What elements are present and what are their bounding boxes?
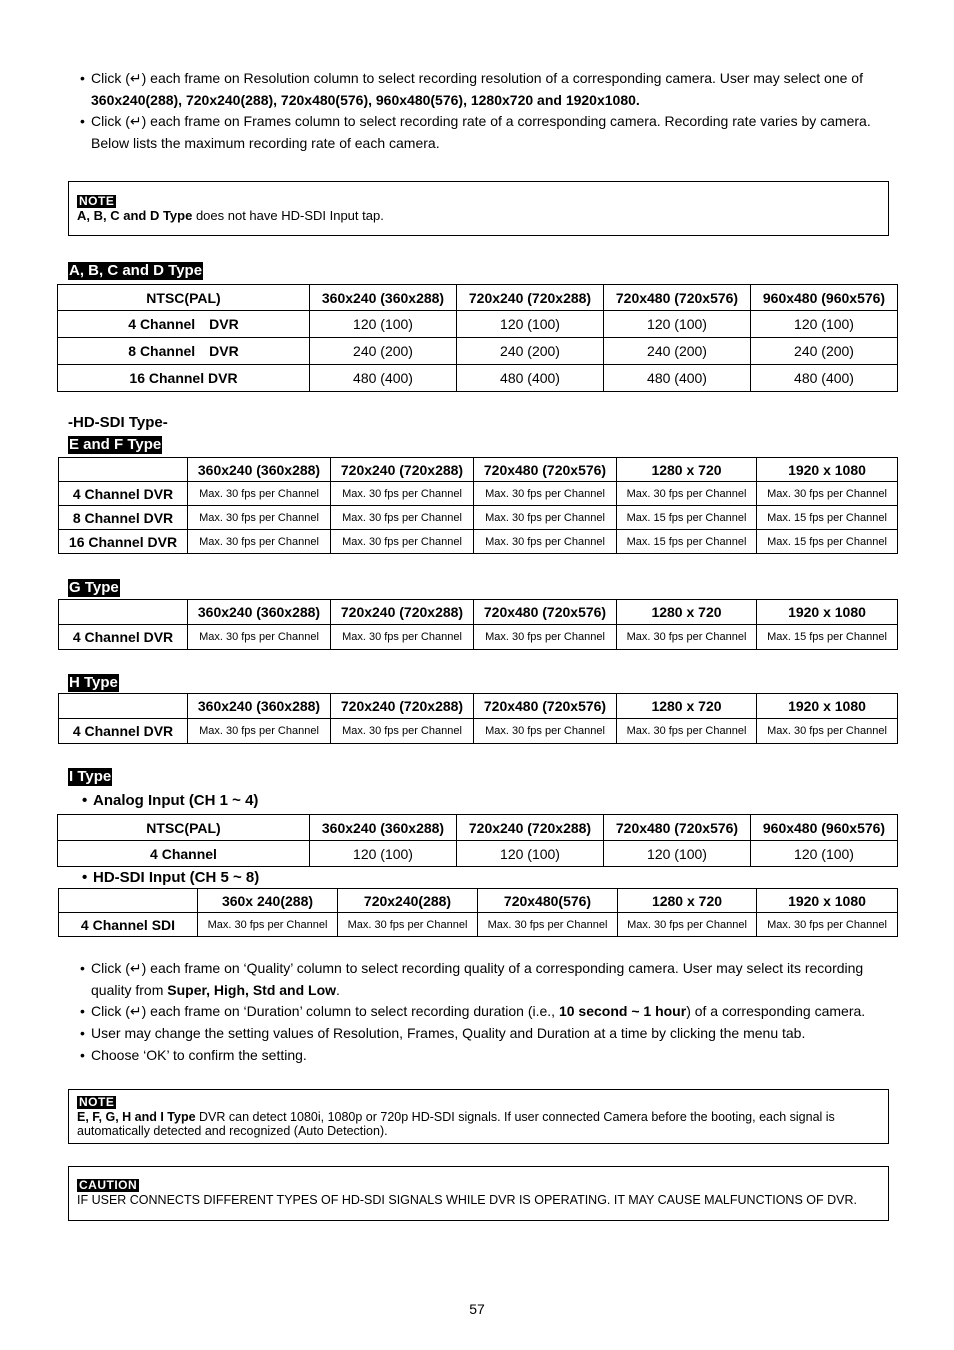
outro-bullet (80, 1001, 895, 1023)
column-header (59, 889, 198, 913)
table-cell: Max. 30 fps per Channel (474, 482, 617, 506)
table-cell: Max. 30 fps per Channel (188, 625, 331, 650)
bullet-text: Click (↵) each frame on ‘Duration’ column to select recording duration (i.e., (91, 1003, 559, 1020)
table-cell: 240 (200) (751, 338, 898, 365)
table-cell: Max. 15 fps per Channel (757, 530, 898, 554)
table-cell: Max. 30 fps per Channel (188, 530, 331, 554)
column-header: NTSC(PAL) (58, 815, 310, 841)
table-cell: 480 (400) (604, 365, 751, 392)
note-text: does not have HD-SDI Input tap. (192, 208, 384, 223)
caution-box (68, 1166, 889, 1221)
column-header: 720x480 (720x576) (474, 694, 617, 719)
table-row (59, 482, 898, 506)
column-header: 1920 x 1080 (757, 600, 898, 625)
column-header: 1920 x 1080 (757, 889, 898, 913)
table-row (59, 913, 898, 937)
column-header: 720x480 (720x576) (474, 458, 617, 482)
table-cell: Max. 30 fps per Channel (338, 913, 478, 937)
bullet-text: Click (↵) each frame on Frames column to select recording rate of a corresponding camera. Recording rate varies by camera. Below lists the maximum recording rate of each camera. (91, 113, 871, 152)
analog-input-label (82, 792, 258, 810)
table-cell: Max. 30 fps per Channel (474, 530, 617, 554)
table-cell: 120 (100) (751, 841, 898, 867)
row-label: 4 Channel DVR (59, 719, 188, 744)
table-cell: Max. 30 fps per Channel (188, 506, 331, 530)
row-label: 8 Channel DVR (59, 506, 188, 530)
note-text: DVR can detect 1080i, 1080p or 720p HD-SDI signals. If user connected Camera before the booting, each signal is automatically detected and recognized (Auto Detection). (77, 1109, 835, 1138)
outro-bullet (80, 1045, 895, 1067)
table-cell: 240 (200) (604, 338, 751, 365)
hdsdi-type-heading: -HD-SDI Type- (68, 414, 168, 431)
table-cell: Max. 30 fps per Channel (474, 719, 617, 744)
hdsdi-input-label-text: HD-SDI Input (CH 5 ~ 8) (93, 869, 260, 886)
abcd-type-table (57, 284, 898, 392)
ef-type-table (58, 457, 898, 554)
bullet-text: Click (↵) each frame on Resolution column to select recording resolution of a corresponding camera. User may select one of (91, 70, 863, 86)
table-cell: Max. 30 fps per Channel (188, 719, 331, 744)
column-header: 960x480 (960x576) (751, 285, 898, 311)
table-cell: Max. 30 fps per Channel (331, 719, 474, 744)
column-header: 720x480 (720x576) (604, 815, 751, 841)
column-header: 1920 x 1080 (757, 694, 898, 719)
column-header: 360x240 (360x288) (188, 458, 331, 482)
outro-bullet (80, 958, 895, 1001)
row-label: 4 Channel DVR (59, 625, 188, 650)
note-tag: NOTE (79, 1095, 115, 1109)
column-header: 720x480(576) (478, 889, 618, 913)
table-row (58, 338, 898, 365)
row-label: 8 Channel DVR (58, 338, 310, 365)
table-cell: 240 (200) (310, 338, 457, 365)
column-header: 360x240 (360x288) (310, 815, 457, 841)
table-cell: 120 (100) (310, 311, 457, 338)
g-type-label: G Type (69, 579, 119, 596)
ef-type-label: E and F Type (69, 436, 162, 453)
column-header (59, 694, 188, 719)
column-header: 720x240 (720x288) (331, 694, 474, 719)
i-sdi-table (58, 888, 898, 937)
bullet-bold-text: Super, High, Std and Low (167, 981, 337, 998)
column-header (59, 600, 188, 625)
table-cell: Max. 15 fps per Channel (757, 625, 898, 650)
table-cell: Max. 30 fps per Channel (188, 482, 331, 506)
table-cell: 120 (100) (310, 841, 457, 867)
column-header: 1280 x 720 (617, 458, 757, 482)
hdsdi-input-label (82, 869, 259, 887)
table-row (58, 365, 898, 392)
bullet-text-end: . (336, 981, 340, 998)
table-header-row (59, 600, 898, 625)
outro-bullet-list (80, 958, 895, 1067)
table-cell: 120 (100) (604, 841, 751, 867)
table-row (58, 311, 898, 338)
table-cell: 120 (100) (457, 311, 604, 338)
g-type-table (58, 599, 898, 650)
row-label: 4 Channel (58, 841, 310, 867)
table-cell: Max. 30 fps per Channel (617, 482, 757, 506)
intro-bullet-list (80, 68, 900, 155)
table-header-row (58, 285, 898, 311)
table-header-row (59, 694, 898, 719)
table-cell: Max. 30 fps per Channel (757, 913, 898, 937)
note-box-2 (68, 1089, 889, 1144)
table-row (59, 625, 898, 650)
column-header: 1280 x 720 (618, 889, 757, 913)
table-cell: Max. 30 fps per Channel (617, 625, 757, 650)
i-type-label: I Type (69, 768, 112, 785)
bullet-bold-text: 360x240(288), 720x240(288), 720x480(576), 960x480(576), 1280x720 and 1920x1080. (91, 91, 640, 108)
intro-bullet (80, 68, 900, 111)
caution-text: IF USER CONNECTS DIFFERENT TYPES OF HD-SDI SIGNALS WHILE DVR IS OPERATING. IT MAY CAUSE MALFUNCTIONS OF DVR. (77, 1192, 857, 1207)
table-cell: Max. 30 fps per Channel (617, 719, 757, 744)
table-cell: Max. 30 fps per Channel (474, 625, 617, 650)
bullet-text-end: ) of a corresponding camera. (686, 1003, 866, 1020)
analog-input-label-text: Analog Input (CH 1 ~ 4) (93, 792, 259, 809)
bullet-bold-text: 10 second ~ 1 hour (558, 1003, 687, 1020)
abcd-type-label: A, B, C and D Type (69, 262, 203, 279)
table-cell: Max. 30 fps per Channel (618, 913, 757, 937)
table-cell: 480 (400) (457, 365, 604, 392)
column-header: 720x480 (720x576) (604, 285, 751, 311)
row-label: 16 Channel DVR (58, 365, 310, 392)
table-cell: Max. 30 fps per Channel (331, 625, 474, 650)
row-label: 16 Channel DVR (59, 530, 188, 554)
column-header: 360x240 (360x288) (188, 694, 331, 719)
note-tag: NOTE (79, 194, 115, 208)
table-cell: Max. 30 fps per Channel (474, 506, 617, 530)
table-cell: 120 (100) (457, 841, 604, 867)
column-header: 1280 x 720 (617, 694, 757, 719)
table-cell: Max. 30 fps per Channel (331, 482, 474, 506)
column-header: 960x480 (960x576) (751, 815, 898, 841)
h-type-label: H Type (69, 674, 118, 691)
column-header: 360x240 (360x288) (310, 285, 457, 311)
table-cell: Max. 30 fps per Channel (331, 506, 474, 530)
table-cell: 480 (400) (310, 365, 457, 392)
table-cell: Max. 30 fps per Channel (198, 913, 338, 937)
table-cell: Max. 30 fps per Channel (757, 719, 898, 744)
column-header (59, 458, 188, 482)
table-cell: 240 (200) (457, 338, 604, 365)
column-header: 720x240 (720x288) (457, 815, 604, 841)
table-header-row (59, 458, 898, 482)
bullet-text: Choose ‘OK’ to confirm the setting. (91, 1046, 307, 1063)
outro-bullet (80, 1023, 895, 1045)
column-header: 360x240 (360x288) (188, 600, 331, 625)
page-number: 57 (469, 1301, 485, 1317)
table-cell: Max. 15 fps per Channel (617, 530, 757, 554)
intro-bullet (80, 111, 900, 154)
table-cell: Max. 30 fps per Channel (478, 913, 618, 937)
column-header: 1920 x 1080 (757, 458, 898, 482)
column-header: NTSC(PAL) (58, 285, 310, 311)
table-cell: Max. 30 fps per Channel (331, 530, 474, 554)
note-box (68, 181, 889, 236)
column-header: 720x240 (720x288) (457, 285, 604, 311)
table-row (59, 506, 898, 530)
table-row (59, 530, 898, 554)
table-cell: 120 (100) (751, 311, 898, 338)
row-label: 4 Channel DVR (59, 482, 188, 506)
table-cell: Max. 30 fps per Channel (757, 482, 898, 506)
table-cell: Max. 15 fps per Channel (757, 506, 898, 530)
table-cell: 120 (100) (604, 311, 751, 338)
row-label: 4 Channel SDI (59, 913, 198, 937)
row-label: 4 Channel DVR (58, 311, 310, 338)
column-header: 360x 240(288) (198, 889, 338, 913)
column-header: 720x240(288) (338, 889, 478, 913)
table-header-row (58, 815, 898, 841)
note-bold: E, F, G, H and I Type (77, 1109, 196, 1124)
i-analog-table (57, 814, 898, 867)
table-row (59, 719, 898, 744)
bullet-text: User may change the setting values of Resolution, Frames, Quality and Duration at a time by clicking the menu tab. (91, 1025, 806, 1042)
table-row (58, 841, 898, 867)
column-header: 1280 x 720 (617, 600, 757, 625)
note-bold: A, B, C and D Type (77, 208, 193, 223)
bullet-text: Click (↵) each frame on ‘Quality’ column to select recording quality of a corresponding camera. User may select its recording quality from (91, 960, 864, 998)
caution-tag: CAUTION (79, 1178, 138, 1192)
table-cell: 480 (400) (751, 365, 898, 392)
column-header: 720x240 (720x288) (331, 458, 474, 482)
column-header: 720x480 (720x576) (474, 600, 617, 625)
table-header-row (59, 889, 898, 913)
table-cell: Max. 15 fps per Channel (617, 506, 757, 530)
column-header: 720x240 (720x288) (331, 600, 474, 625)
h-type-table (58, 693, 898, 744)
